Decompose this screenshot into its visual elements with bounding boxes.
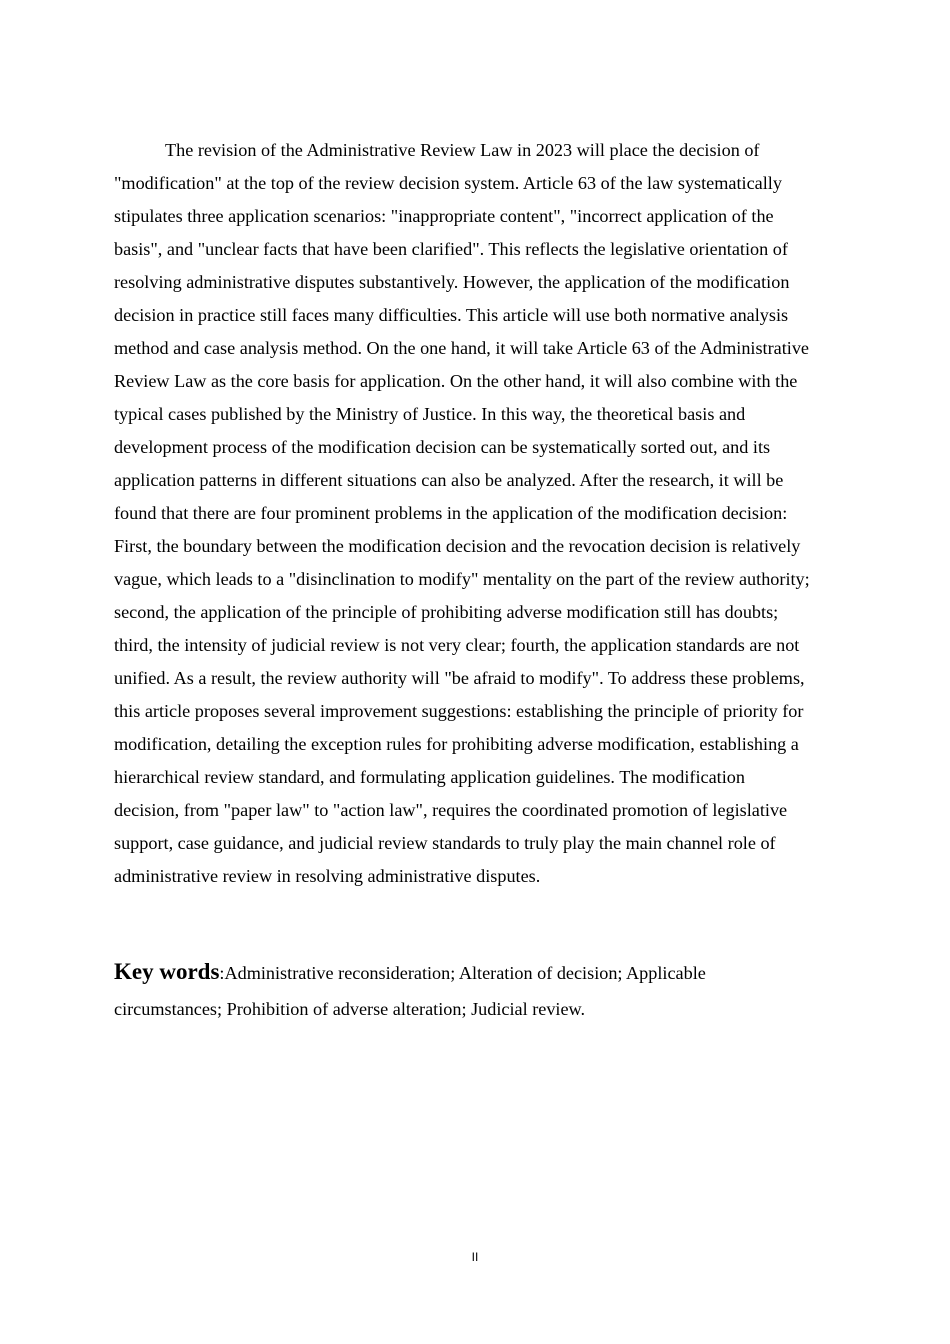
page-number: II [471, 1250, 479, 1264]
keywords-line [114, 954, 810, 1027]
keywords-text: Administrative reconsideration; Alteration of decision; Applicable circumstances; Prohibition of adverse alteration; Judicial review. [114, 963, 706, 1019]
keywords-label: Key words [114, 959, 220, 984]
keywords-separator: : [219, 963, 225, 983]
abstract-paragraph: The revision of the Administrative Review Law in 2023 will place the decision of "modification" at the top of the review decision system. Article 63 of the law systematically stipulates three application scenarios: "inappropriate content", "incorrect application of the basis", and "unclear facts that have been clarified". This reflects the legislative orientation of resolving administrative disputes substantively. However, the application of the modification decision in practice still faces many difficulties. This article will use both normative analysis method and case analysis method. On the one hand, it will take Article 63 of the Administrative Review Law as the core basis for application. On the other hand, it will also combine with the typical cases published by the Ministry of Justice. In this way, the theoretical basis and development process of the modification decision can be systematically sorted out, and its application patterns in different situations can also be analyzed. After the research, it will be found that there are four prominent problems in the application of the modification decision: First, the boundary between the modification decision and the revocation decision is relatively vague, which leads to a "disinclination to modify" mentality on the part of the review authority; second, the application of the principle of prohibiting adverse modification still has doubts; third, the intensity of judicial review is not very clear; fourth, the application standards are not unified. As a result, the review authority will "be afraid to modify". To address these problems, this article proposes several improvement suggestions: establishing the principle of priority for modification, detailing the exception rules for prohibiting adverse modification, establishing a hierarchical review standard, and formulating application guidelines. The modification decision, from "paper law" to "action law", requires the coordinated promotion of legislative support, case guidance, and judicial review standards to truly play the main channel role of administrative review in resolving administrative disputes. [114, 140, 810, 886]
